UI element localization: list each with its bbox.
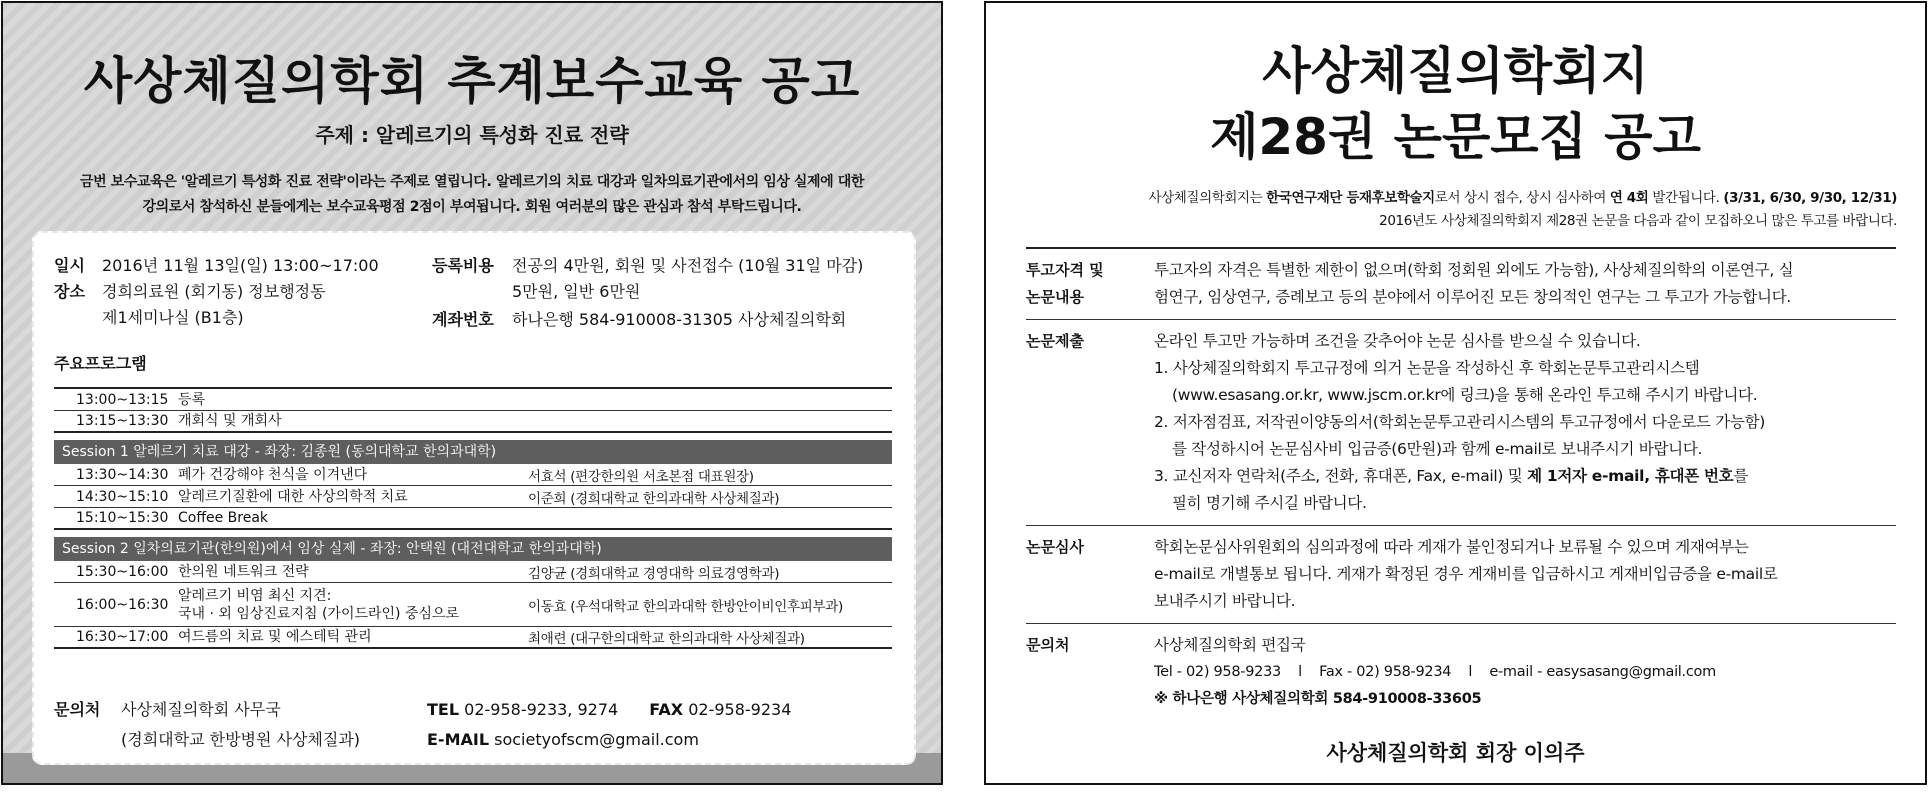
intro-text: 로서 상시 접수, 상시 심사하여 <box>1434 190 1610 206</box>
table-row <box>54 411 892 433</box>
program-time: 16:00~16:30 <box>76 596 169 613</box>
paper-call-panel <box>984 1 1927 785</box>
date-value: 2016년 11월 13일(일) 13:00~17:00 <box>102 256 379 275</box>
program-item: 개회식 및 개회사 <box>178 413 282 429</box>
intro-text-bold: 연 4회 <box>1609 190 1649 206</box>
section-text: 2. 저자점검표, 저작권이양동의서(학회논문투고관리시스템의 투고규정에서 다운로드 가능함) <box>1154 413 1766 431</box>
program-item-line: 알레르기 비염 최신 지견: <box>178 587 332 604</box>
section-label: 문의처 <box>1026 636 1070 654</box>
program-item: 알레르기질환에 대한 사상의학적 치료 <box>178 488 408 505</box>
date-place-info <box>54 253 379 331</box>
table-row <box>54 508 892 530</box>
section-label-line: 투고자격 및 <box>1026 261 1104 279</box>
education-contact <box>54 695 360 755</box>
section-contact <box>1026 623 1896 721</box>
program-time: 13:15~13:30 <box>76 413 169 429</box>
paper-call-intro <box>1149 187 1898 233</box>
section-text: 학회논문심사위원회의 심의과정에 따라 게재가 불인정되거나 보류될 수 있으며 게재여부는 <box>1154 538 1749 556</box>
email-label: E-MAIL <box>427 730 490 749</box>
section-content <box>1154 249 1896 319</box>
intro-text: 사상체질의학회지는 <box>1148 190 1267 206</box>
program-item: 폐가 건강해야 천식을 이겨낸다 <box>178 466 368 483</box>
section-label: 논문제출 <box>1026 332 1084 350</box>
fee-value-line: 전공의 4만원, 회원 및 사전접수 (10월 31일 마감) <box>512 256 864 275</box>
table-row <box>54 464 892 486</box>
section-review <box>1026 525 1896 623</box>
section-content <box>1154 320 1896 525</box>
place-label: 장소 <box>54 282 85 301</box>
education-notice-title: 사상체질의학회 추계보수교육 공고 <box>83 52 861 110</box>
education-notice-panel <box>1 1 943 785</box>
paper-call-title-line: 사상체질의학회지 <box>1262 42 1649 100</box>
session-header: Session 1 알레르기 치료 대강 - 좌장: 김종원 (동의대학교 한의과대학) <box>54 440 892 464</box>
table-row <box>54 486 892 508</box>
contact-value: (경희대학교 한방병원 사상체질과) <box>121 730 361 749</box>
program-time: 15:10~15:30 <box>76 510 169 526</box>
program-item: 등록 <box>178 391 206 408</box>
section-text: e-mail로 개별통보 됩니다. 게재가 확정된 경우 게재비를 입금하시고 게재비입금증을 e-mail로 <box>1154 565 1778 583</box>
paper-call-table <box>1026 247 1896 721</box>
program-item <box>178 587 528 623</box>
section-text: 험연구, 임상연구, 증례보고 등의 분야에서 이루어진 모든 창의적인 연구는 그 투고가 가능합니다. <box>1154 288 1792 306</box>
section-text: 필히 명기해 주시길 바랍니다. <box>1172 494 1367 512</box>
section-content <box>1154 526 1896 623</box>
section-text: 사상체질의학회 편집국 <box>1154 636 1306 654</box>
fee-account-info <box>432 253 912 333</box>
tel-value: 02-958-9233, 9274 <box>464 700 619 719</box>
fee-value-line: 5만원, 일반 6만원 <box>512 282 641 301</box>
program-item: Coffee Break <box>178 510 269 526</box>
table-row <box>54 627 892 649</box>
program-time: 14:30~15:10 <box>76 488 169 505</box>
program-item-line: 국내 · 외 임상진료지침 (가이드라인) 중심으로 <box>178 605 460 622</box>
intro-text: 2016년도 사상체질의학회지 제28권 논문을 다음과 같이 모집하오니 많은 투고를 바랍니다. <box>1379 213 1897 229</box>
program-time: 15:30~16:00 <box>76 563 169 580</box>
program-speaker: 최애련 (대구한의대학교 한의과대학 사상체질과) <box>528 631 805 647</box>
section-label-line: 논문내용 <box>1026 288 1084 306</box>
program-speaker: 서효석 (편강한의원 서초본점 대표원장) <box>528 468 754 485</box>
program-item: 한의원 네트워크 전략 <box>178 563 309 580</box>
section-label: 논문심사 <box>1026 538 1084 556</box>
program-speaker: 김양균 (경희대학교 경영대학 의료경영학과) <box>528 565 780 582</box>
section-text: 1. 사상체질의학회지 투고규정에 의거 논문을 작성하신 후 학회논문투고관리시스템 <box>1154 359 1700 377</box>
section-text: (www.esasang.or.kr, www.jscm.or.kr에 링크)을 통해 온라인 투고해 주시기 바랍니다. <box>1172 386 1758 404</box>
intro-text-bold: (3/31, 6/30, 9/30, 12/31) <box>1723 190 1897 206</box>
contact-label: 문의처 <box>54 700 101 719</box>
table-row <box>54 583 892 627</box>
program-speaker: 이준희 (경희대학교 한의과대학 사상체질과) <box>528 490 780 507</box>
education-details-box <box>32 231 916 765</box>
table-row <box>54 561 892 583</box>
program-time: 13:00~13:15 <box>76 391 169 408</box>
section-text-bold: 제 1저자 e-mail, 휴대폰 번호 <box>1527 467 1734 485</box>
program-time: 13:30~14:30 <box>76 466 169 483</box>
tel-label: TEL <box>427 700 460 719</box>
account-label: 계좌번호 <box>432 310 494 329</box>
fax-label: FAX <box>649 700 684 719</box>
education-contact-numbers <box>427 695 791 755</box>
place-value-line: 경희의료원 (회기동) 정보행정동 <box>102 282 326 301</box>
section-eligibility <box>1026 247 1896 319</box>
program-table <box>54 387 892 649</box>
program-time: 16:30~17:00 <box>76 629 169 645</box>
education-subject: 주제 : 알레르기의 특성화 진료 전략 <box>315 123 629 147</box>
section-content <box>1154 624 1896 721</box>
date-label: 일시 <box>54 256 85 275</box>
paper-call-title-line: 제28권 논문모집 공고 <box>1210 108 1701 166</box>
program-item: 여드름의 치료 및 에스테틱 관리 <box>178 629 372 645</box>
section-text: 보내주시기 바랍니다. <box>1154 592 1296 610</box>
bank-account: ※ 하나은행 사상체질의학회 584-910008-33605 <box>1154 691 1482 707</box>
section-submission <box>1026 319 1896 525</box>
place-value-line: 제1세미나실 (B1층) <box>102 308 244 327</box>
section-text: 3. 교신저자 연락처(주소, 전화, 휴대폰, Fax, e-mail) 및 <box>1154 467 1528 485</box>
section-text: 온라인 투고만 가능하며 조건을 갖추어야 논문 심사를 받으실 수 있습니다. <box>1154 332 1641 350</box>
program-title: 주요프로그램 <box>54 354 147 373</box>
contact-value: 사상체질의학회 사무국 <box>121 700 281 719</box>
section-text: 를 <box>1733 467 1749 485</box>
email-value: societyofscm@gmail.com <box>494 730 699 749</box>
section-text: 를 작성하시어 논문심사비 입금증(6만원)과 함께 e-mail로 보내주시기 바랍니다. <box>1172 440 1703 458</box>
session-header: Session 2 일차의료기관(한의원)에서 임상 실제 - 좌장: 안택원 (대전대학교 한의과대학) <box>54 537 892 561</box>
fee-label: 등록비용 <box>432 256 494 275</box>
signature: 사상체질의학회 회장 이의주 <box>1326 741 1585 765</box>
contact-numbers: Tel - 02) 958-9233 l Fax - 02) 958-9234 l e-mail - easysasang@gmail.com <box>1154 664 1716 680</box>
account-value: 하나은행 584-910008-31305 사상체질의학회 <box>512 310 847 329</box>
table-row <box>54 389 892 411</box>
section-label <box>1026 249 1154 319</box>
section-text: 투고자의 자격은 특별한 제한이 없으며(학회 정회원 외에도 가능함), 사상체질의학의 이론연구, 실 <box>1154 261 1794 279</box>
intro-text: 발간됩니다. <box>1648 190 1724 206</box>
paper-call-title <box>986 38 1925 170</box>
intro-text-bold: 한국연구재단 등재후보학술지 <box>1266 190 1435 206</box>
education-intro <box>33 170 911 220</box>
education-intro-line: 강의로서 참석하신 분들에게는 보수교육평점 2점이 부여됩니다. 회원 여러분의 많은 관심과 참석 부탁드립니다. <box>142 199 802 215</box>
fax-value: 02-958-9234 <box>688 700 792 719</box>
education-intro-line: 금번 보수교육은 '알레르기 특성화 진료 전략'이라는 주제로 열립니다. 알레르기의 치료 대강과 일차의료기관에서의 임상 실제에 대한 <box>79 174 865 190</box>
program-speaker: 이동효 (우석대학교 한의과대학 한방안이비인후피부과) <box>528 598 843 615</box>
